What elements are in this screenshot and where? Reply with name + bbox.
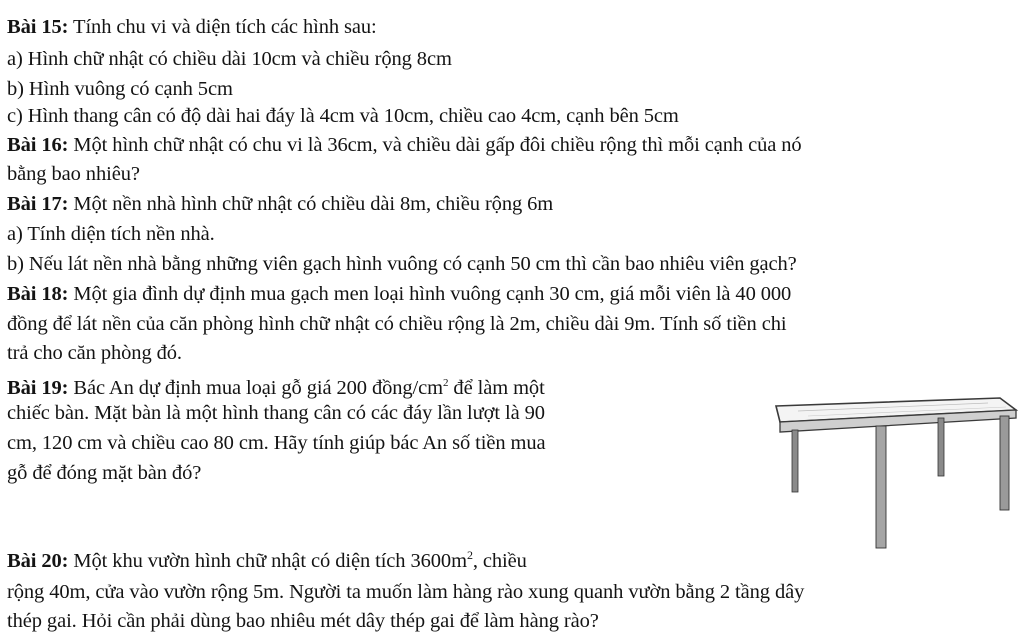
p20-line1 xyxy=(7,542,527,574)
p20-label: Bài 20: xyxy=(7,549,69,572)
p20-sup: 2 xyxy=(466,548,473,562)
p15-label: Bài 15: xyxy=(7,16,69,38)
table-leg-front-right xyxy=(1000,416,1009,510)
p15-title xyxy=(7,14,377,40)
table-icon xyxy=(768,388,1020,556)
p16-label: Bài 16: xyxy=(7,134,69,156)
p19-line3: cm, 120 cm và chiều cao 80 cm. Hãy tính giúp bác An số tiền mua xyxy=(7,432,546,454)
p17-a: a) Tính diện tích nền nhà. xyxy=(7,223,215,245)
p17-label: Bài 17: xyxy=(7,193,69,215)
table-leg-front-left xyxy=(876,426,886,548)
p20-text-b: , chiều xyxy=(472,549,527,572)
p15-a: a) Hình chữ nhật có chiều dài 10cm và chiều rộng 8cm xyxy=(7,48,452,70)
p18-line3: trả cho căn phòng đó. xyxy=(7,342,182,364)
p19-text-a: Bác An dự định mua loại gỗ giá 200 đồng/cm xyxy=(68,376,443,399)
p18-text: Một gia đình dự định mua gạch men loại hình vuông cạnh 30 cm, giá mỗi viên là 40 000 xyxy=(68,283,792,305)
p16-line2: bằng bao nhiêu? xyxy=(7,163,140,185)
p19-line4: gỗ để đóng mặt bàn đó? xyxy=(7,462,202,484)
p17-b: b) Nếu lát nền nhà bằng những viên gạch hình vuông có cạnh 50 cm thì cần bao nhiêu viên gạch? xyxy=(7,253,797,275)
p15-c: c) Hình thang cân có độ dài hai đáy là 4cm và 10cm, chiều cao 4cm, cạnh bên 5cm xyxy=(7,105,679,127)
p18-line2: đồng để lát nền của căn phòng hình chữ nhật có chiều rộng là 2m, chiều dài 9m. Tính số tiền chi xyxy=(7,313,787,335)
p19-label: Bài 19: xyxy=(7,376,69,399)
p15-text: Tính chu vi và diện tích các hình sau: xyxy=(68,16,377,38)
p20-line3: thép gai. Hỏi cần phải dùng bao nhiêu mét dây thép gai để làm hàng rào? xyxy=(7,610,599,632)
p16-line1 xyxy=(7,132,802,158)
p20-line2: rộng 40m, cửa vào vườn rộng 5m. Người ta muốn làm hàng rào xung quanh vườn bằng 2 tầng dây xyxy=(7,581,805,603)
p17-title xyxy=(7,191,553,217)
p20-text-a: Một khu vườn hình chữ nhật có diện tích 3600m xyxy=(68,549,467,572)
table-leg-back-left xyxy=(792,430,798,492)
p18-line1 xyxy=(7,281,791,307)
p18-label: Bài 18: xyxy=(7,283,69,305)
p17-text: Một nền nhà hình chữ nhật có chiều dài 8m, chiều rộng 6m xyxy=(68,193,554,215)
p15-b: b) Hình vuông có cạnh 5cm xyxy=(7,78,233,100)
p19-text-b: để làm một xyxy=(448,376,545,399)
p19-line2: chiếc bàn. Mặt bàn là một hình thang cân có các đáy lần lượt là 90 xyxy=(7,402,545,424)
table-leg-back-middle xyxy=(938,418,944,476)
p16-text: Một hình chữ nhật có chu vi là 36cm, và chiều dài gấp đôi chiều rộng thì mỗi cạnh của nó xyxy=(68,134,802,156)
p19-sup: 2 xyxy=(443,377,449,389)
p19-line1 xyxy=(7,370,545,401)
